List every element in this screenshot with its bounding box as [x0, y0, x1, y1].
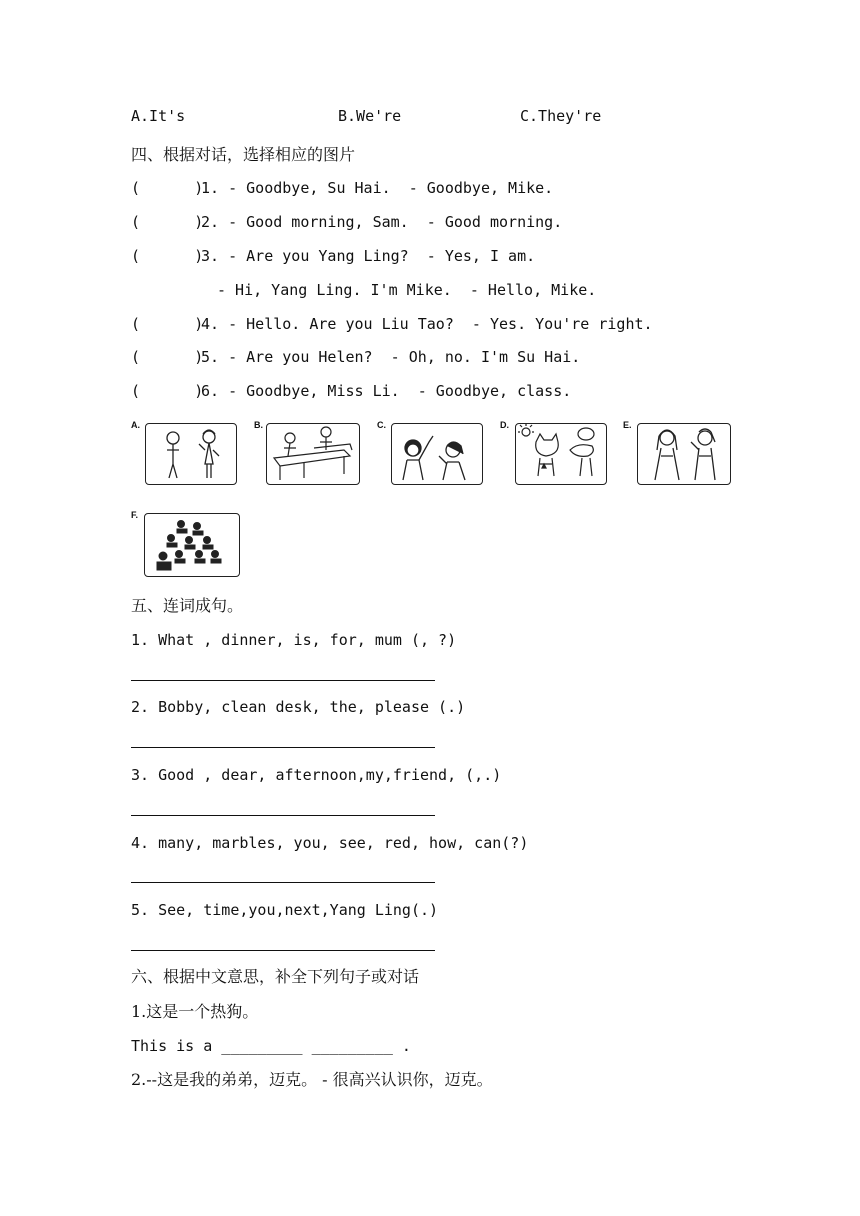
section4-title: 四、根据对话，选择相应的图片 — [131, 145, 356, 164]
picture-b — [254, 420, 362, 488]
picture-f — [131, 510, 241, 578]
dialogue-3-continued: - Hi, Yang Ling. I'm Mike. - Hello, Mike. — [217, 281, 597, 299]
answer-paren-2[interactable]: ( ) — [131, 213, 204, 231]
dialogue-5: 5. - Are you Helen? - Oh, no. I'm Su Hai. — [201, 348, 581, 366]
answer-line-4[interactable] — [131, 882, 435, 883]
dialogue-1: 1. - Goodbye, Su Hai. - Goodbye, Mike. — [201, 179, 554, 197]
dialogue-2: 2. - Good morning, Sam. - Good morning. — [201, 213, 563, 231]
picture-d-label: D. — [500, 420, 509, 430]
boy-and-girl-waving-icon — [377, 420, 485, 488]
translation-item-1-en[interactable]: This is a _________ _________ . — [131, 1037, 411, 1055]
translation-item-2-cn: 2.--这是我的弟弟，迈克。 - 很高兴认识你，迈克。 — [131, 1070, 493, 1089]
children-at-desks-icon — [254, 420, 362, 488]
answer-line-3[interactable] — [131, 815, 435, 816]
option-b: B.We're — [338, 107, 402, 125]
picture-a — [131, 420, 239, 488]
option-a: A.It's — [131, 107, 186, 125]
section6-title: 六、根据中文意思，补全下列句子或对话 — [131, 967, 420, 986]
answer-line-2[interactable] — [131, 747, 435, 748]
two-children-greeting-icon — [131, 420, 239, 488]
two-girls-greeting-icon — [623, 420, 731, 488]
picture-e-label: E. — [623, 420, 632, 430]
classroom-students-icon — [131, 510, 241, 578]
reorder-item-2: 2. Bobby, clean desk, the, please (.) — [131, 698, 466, 716]
answer-paren-3[interactable]: ( ) — [131, 247, 204, 265]
picture-e — [623, 420, 731, 488]
option-c: C.They're — [520, 107, 602, 125]
picture-b-label: B. — [254, 420, 263, 430]
translation-item-1-cn: 1.这是一个热狗。 — [131, 1002, 259, 1021]
picture-a-label: A. — [131, 420, 140, 430]
answer-paren-4[interactable]: ( ) — [131, 315, 204, 333]
dialogue-3: 3. - Are you Yang Ling? - Yes, I am. — [201, 247, 536, 265]
answer-paren-1[interactable]: ( ) — [131, 179, 204, 197]
reorder-item-3: 3. Good , dear, afternoon,my,friend, (,.) — [131, 766, 502, 784]
answer-paren-6[interactable]: ( ) — [131, 382, 204, 400]
reorder-item-1: 1. What , dinner, is, for, mum (, ?) — [131, 631, 457, 649]
picture-f-label: F. — [131, 510, 139, 520]
answer-paren-5[interactable]: ( ) — [131, 348, 204, 366]
answer-line-5[interactable] — [131, 950, 435, 951]
reorder-item-5: 5. See, time,you,next,Yang Ling(.) — [131, 901, 439, 919]
section5-title: 五、连词成句。 — [131, 596, 244, 615]
cat-and-mouse-icon — [500, 420, 608, 488]
dialogue-4: 4. - Hello. Are you Liu Tao? - Yes. You're right. — [201, 315, 653, 333]
reorder-item-4: 4. many, marbles, you, see, red, how, can(?) — [131, 834, 529, 852]
picture-c-label: C. — [377, 420, 386, 430]
picture-c — [377, 420, 485, 488]
picture-d — [500, 420, 608, 488]
dialogue-6: 6. - Goodbye, Miss Li. - Goodbye, class. — [201, 382, 572, 400]
answer-line-1[interactable] — [131, 680, 435, 681]
